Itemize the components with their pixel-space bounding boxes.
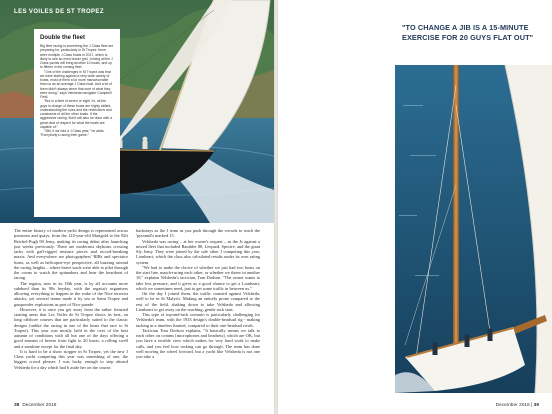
pull-quote: "TO CHANGE A JIB IS A 15-MINUTE EXERCISE FOR 20 GUYS FLAT OUT" bbox=[402, 23, 534, 42]
page-number: 39 bbox=[533, 403, 539, 408]
sidebar-paragraph: "But in a fleet of seven or eight J's, all the guys in charge of these boats are highly skilled, understanding the rules and the restrictions and constraints of all the other boats. If the aggressive racing. But it will also be done with a great deal of respect for what the boats are capable of." bbox=[40, 99, 112, 129]
body-paragraph: On the day I joined them, the traffic counted against Velsheda, well to be in St Malya's. Making an entirely prone compared to the rest of the field, shaking down to take Velsheda and allowing Lionheart to get away on the reaching, gentle tack start. bbox=[136, 291, 260, 312]
body-paragraph: The regatta, now in its 18th year, is by all accounts more subdued than its 90s heyday, with the regatta's organisers allowing everything to happen in the wake of the Nice terrorist attacks, yet several teams made it by sea to Saint Tropez and gunpowder explosions as part of Nice parade. bbox=[14, 280, 128, 307]
sidebar-box bbox=[34, 29, 120, 217]
page-number: 38 bbox=[14, 403, 20, 408]
folio-left bbox=[14, 403, 56, 408]
sidebar-paragraph: "Still, if we had a J Class year," he adds. "Everybody's racing their game." bbox=[40, 129, 105, 138]
sidebar-paragraph: "One of the challenges in St Tropez was that we were starting against a very wide variety of boats, most of them a lot more manoeuvrable than us as an average J Class boat. And a lot of them didn't always seem that sure of what they were doing," says Velsheda navigator Campbell Field. bbox=[40, 69, 113, 99]
body-paragraph: Tactician Tom Dodson explains, "It basically means we talk to each other on comms [microphones and headsets], which are OK, but you have a terrible view which makes for very hard work to make calls, and you feel how tacking can go through. The team has done well moving the wheel forward, but a yacht like Velsheda is not one you take a bbox=[136, 327, 260, 359]
sidebar-title: Double the fleet bbox=[40, 35, 86, 41]
classic-yacht-illustration bbox=[395, 65, 552, 393]
body-paragraph: However, it is once you get away from the rather frenzied starting areas that Les Voiles de St Tropez shows its best, on long offshore courses that are particularly suited to the classic designs (unlike the racing in one of the boats that race to St Tropez). This year was mostly held in the over of the best autumn of conditions with all but one of the days offering a good amount of breeze from light to 20 knots, a rolling swell and a sunshine except for the final day. bbox=[14, 306, 128, 349]
body-paragraph: The entire history of modern yacht design is represented across pontoons and quays, from the 124-year-old Marigold to the 92ft Reichel-Pugh 90 Jemy, making its racing debut after launching just weeks previously. There are modernist skyboats crossing tacks with gaff-rigged treasure pieces and record-breaking maxis. And everywhere are photographers' RIBs and spectator boats, as well as helicopter-eye perspective, all buzzing around the racing heights – where brave souls were able to pilot through the ocean to watch the spinnakers and hear the heartbeat of racing. bbox=[14, 228, 128, 281]
issue-date: December 2016 bbox=[22, 403, 57, 408]
sidebar-paragraph: Big fleet racing is something the J Class fleet are preparing for, particularly in St Tropez: there were multiple J Class boats in 2017, which is likely to see an even busier grid. Joining all the J Class yachts will bring another 10 boats, and up to fifteen in the coming fleet. bbox=[40, 44, 114, 70]
body-paragraph: Velsheda was racing – at her owner's request – as the Js against a mixed fleet that included Rambler 88, Leopard, Spectre, and the giant Sly Jemy. They were joined by the sole other J competing this year, Lionheart, which the class also calculated results under its own rating system. bbox=[136, 238, 260, 265]
issue-date: December 2016 bbox=[495, 403, 530, 408]
body-paragraph: It is hard to be a show stopper in St Tropez, yet the new J Class yacht competing this year was something of one, the biggest crowd pleaser. I was lucky enough to step aboard Velsheda for a day which had 6 aside her on the course. bbox=[14, 348, 128, 370]
right-page bbox=[278, 0, 552, 414]
body-paragraph: This type of top-and-tack scenario is particularly challenging for Velsheda's team, with the 1933 design's double-headsail rig - making tacking in a timeless limited, compared to their one-headsail rivals. bbox=[136, 312, 260, 328]
body-paragraph: backstays as the J team as you push through the crowds to reach the 'pyramid's marked 15. bbox=[136, 228, 260, 239]
body-paragraph: "We had to make the choice of whether we just had two boats on the start line, match-racing each other, or whether we threw in another 10," explains Velsheda's tactician, Tom Dodson. "The owner wants to take less pressure, and it gives us a good chance to get a Lionheart, which we sometimes need, just to get some traffic in between us." bbox=[136, 264, 260, 291]
body-column-2 bbox=[136, 228, 260, 394]
classic-yacht-photo bbox=[395, 65, 552, 393]
body-column-1 bbox=[14, 228, 128, 394]
running-head: LES VOILES DE ST TROPEZ bbox=[14, 9, 104, 15]
left-page bbox=[0, 0, 274, 414]
folio-right: December 2016 | 39 bbox=[495, 403, 539, 408]
